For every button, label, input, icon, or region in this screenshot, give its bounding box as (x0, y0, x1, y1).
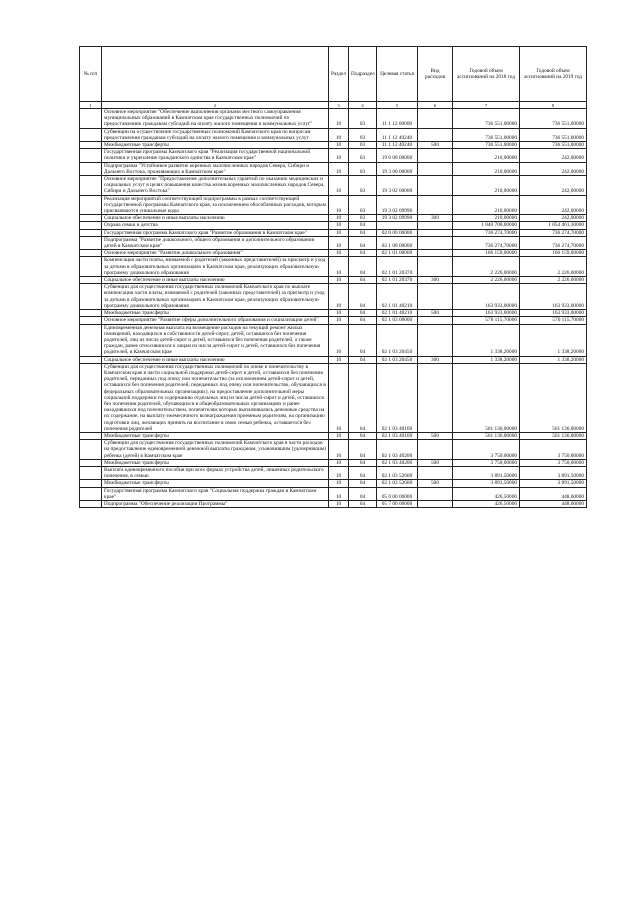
cell-target: 02 1 03 40160 (377, 432, 418, 439)
cell-vr (418, 236, 453, 249)
cell-y2019: 242,00000 (520, 195, 587, 215)
cell-y2018: 426,50000 (453, 487, 520, 500)
cell-y2018: 210,00000 (453, 215, 520, 222)
cell-y2019: 561 136,00000 (520, 363, 587, 432)
cell-y2019: 736 551,00000 (520, 128, 587, 141)
cell-num (80, 284, 102, 310)
cell-num (80, 500, 102, 507)
col-number: 5 (377, 102, 418, 109)
cell-vr: 500 (418, 432, 453, 439)
cell-sec: 10 (329, 109, 349, 129)
cell-name: Межбюджетные трансферты (102, 432, 329, 439)
cell-sub: 03 (349, 162, 377, 175)
table-row (80, 440, 587, 460)
header-section: Раздел (329, 47, 349, 102)
cell-vr (418, 324, 453, 356)
cell-target: 02 1 01 40210 (377, 310, 418, 317)
cell-y2019: 2 226,00000 (520, 277, 587, 284)
cell-sub: 04 (349, 324, 377, 356)
cell-sec: 10 (329, 250, 349, 257)
cell-sub: 04 (349, 222, 377, 229)
cell-y2019: 3 891,50000 (520, 466, 587, 479)
cell-y2018: 163 933,00000 (453, 310, 520, 317)
cell-y2019: 736 274,70000 (520, 229, 587, 236)
cell-y2019: 1 338,20000 (520, 356, 587, 363)
cell-vr (418, 109, 453, 129)
cell-name: Основное мероприятие "Предоставление дополнительных гарантий по оказанию медицинских и социальных услуг в целях повышения качества жизни коренных малочисленных народов Севера, Сибири и Дальнего Востока" (102, 176, 329, 196)
table-body (80, 109, 587, 508)
cell-y2018: 210,00000 (453, 162, 520, 175)
cell-target: 19 3 02 09990 (377, 215, 418, 222)
cell-y2019: 163 933,00000 (520, 284, 587, 310)
cell-sec: 10 (329, 432, 349, 439)
cell-vr (418, 317, 453, 324)
table-row (80, 149, 587, 162)
cell-sec: 10 (329, 149, 349, 162)
cell-sub: 04 (349, 459, 377, 466)
table-row (80, 317, 587, 324)
cell-name: Выплата единовременного пособия при всех формах устройства детей, лишенных родительского попечения, в семью (102, 466, 329, 479)
table-row (80, 324, 587, 356)
cell-target: 02 1 01 40210 (377, 284, 418, 310)
cell-num (80, 250, 102, 257)
cell-num (80, 128, 102, 141)
cell-name: Субвенции для осуществления государственных полномочий Камчатского края по выплате компенсации части платы, взимаемой с родителей (законных представителей) за присмотр и уход за детьми в образовательных организациях в Камчатском крае, реализующих образовательную программу дошкольного образования (102, 284, 329, 310)
cell-name: Охрана семьи и детства (102, 222, 329, 229)
header-num: № п/п (80, 47, 102, 102)
table-row (80, 459, 587, 466)
col-number: 7 (453, 102, 520, 109)
cell-vr (418, 487, 453, 500)
cell-target (377, 222, 418, 229)
cell-sub: 03 (349, 142, 377, 149)
cell-sub: 04 (349, 356, 377, 363)
cell-y2018: 736 551,00000 (453, 142, 520, 149)
cell-sub: 04 (349, 236, 377, 249)
cell-vr (418, 162, 453, 175)
cell-vr (418, 363, 453, 432)
cell-y2018: 210,00000 (453, 176, 520, 196)
cell-name: Социальное обеспечение и иные выплаты населению (102, 215, 329, 222)
table-row (80, 432, 587, 439)
cell-num (80, 215, 102, 222)
budget-table (79, 46, 587, 508)
table-row (80, 356, 587, 363)
cell-sub: 03 (349, 128, 377, 141)
cell-name: Субвенции для осуществления государственных полномочий Камчатского края в части расходов на предоставление единовременной денежной выплаты гражданам, усыновившим (удочерившим) ребенка (детей) в Камчатском крае (102, 440, 329, 460)
table-row (80, 500, 587, 507)
cell-name: Подпрограмма "Развитие дошкольного, общего образования и дополнительного образования детей в Камчатском крае" (102, 236, 329, 249)
table-row (80, 162, 587, 175)
cell-y2018: 561 136,00000 (453, 432, 520, 439)
header-target: Целевая статья (377, 47, 418, 102)
cell-name: Социальное обеспечение и иные выплаты населению (102, 277, 329, 284)
table-row (80, 363, 587, 432)
table-row (80, 466, 587, 479)
header-subsection: Подраздел (349, 47, 377, 102)
cell-vr (418, 149, 453, 162)
cell-name: Социальное обеспечение и иные выплаты населению (102, 356, 329, 363)
cell-sub: 04 (349, 363, 377, 432)
cell-sec: 10 (329, 284, 349, 310)
cell-vr (418, 500, 453, 507)
cell-y2018: 561 136,00000 (453, 363, 520, 432)
cell-sub: 03 (349, 195, 377, 215)
cell-vr: 500 (418, 310, 453, 317)
cell-num (80, 109, 102, 129)
cell-y2018: 736 551,00000 (453, 128, 520, 141)
cell-y2019: 3 750,00000 (520, 440, 587, 460)
cell-y2019: 1 338,20000 (520, 324, 587, 356)
cell-num (80, 440, 102, 460)
table-row (80, 109, 587, 129)
table-row (80, 142, 587, 149)
cell-sec: 10 (329, 480, 349, 487)
cell-num (80, 356, 102, 363)
cell-y2018: 163 933,00000 (453, 284, 520, 310)
cell-target: 11 1 12 00000 (377, 109, 418, 129)
cell-y2018: 1 040 708,00000 (453, 222, 520, 229)
cell-sub: 04 (349, 487, 377, 500)
cell-target: 02 1 03 40200 (377, 459, 418, 466)
budget-sheet (79, 46, 587, 508)
cell-sec: 10 (329, 317, 349, 324)
cell-target: 19 0 00 00000 (377, 149, 418, 162)
cell-vr (418, 128, 453, 141)
cell-target: 02 1 03 52600 (377, 480, 418, 487)
cell-name: Межбюджетные трансферты (102, 459, 329, 466)
cell-num (80, 236, 102, 249)
cell-sec: 10 (329, 229, 349, 236)
table-row (80, 277, 587, 284)
cell-target: 02 1 01 20370 (377, 277, 418, 284)
cell-sec: 10 (329, 310, 349, 317)
cell-name: Основное мероприятие "Обеспечение выполнения органами местного самоуправления муниципальных образований в Камчатском крае государственных полномочий по предоставлению гражданам субсидий на оплату жилого помещения и коммунальных услуг" (102, 109, 329, 129)
cell-sec: 10 (329, 277, 349, 284)
table-row (80, 215, 587, 222)
cell-name: Государственная программа Камчатского края "Развитие образования в Камчатском крае" (102, 229, 329, 236)
table-row (80, 128, 587, 141)
cell-y2018: 3 891,50000 (453, 466, 520, 479)
cell-target: 11 1 12 40240 (377, 142, 418, 149)
cell-y2018: 1 338,20000 (453, 324, 520, 356)
cell-vr (418, 229, 453, 236)
cell-y2019: 448,60000 (520, 487, 587, 500)
cell-num (80, 363, 102, 432)
column-numbers-row (80, 102, 587, 109)
table-row (80, 250, 587, 257)
cell-sub: 04 (349, 500, 377, 507)
cell-sub: 04 (349, 257, 377, 277)
cell-target: 05 7 00 00000 (377, 500, 418, 507)
col-number: 1 (80, 102, 102, 109)
cell-y2018: 426,50000 (453, 500, 520, 507)
cell-target: 02 1 03 40160 (377, 363, 418, 432)
cell-y2019: 570 115,70000 (520, 317, 587, 324)
cell-sec: 10 (329, 128, 349, 141)
cell-name: Единовременная денежная выплата на возмещение расходов на текущий ремонт жилых помещений, находящихся в собственности детей-сирот, детей, оставшихся без попечения родителей, лиц из числа детей-сирот и детей, оставшихся без попечения родителей, а также граждан, ранее относившихся к лицам из числа детей-сирот и детей, оставшихся без попечения родителей, в Камчатском крае (102, 324, 329, 356)
table-row (80, 487, 587, 500)
cell-sec: 10 (329, 195, 349, 215)
cell-vr (418, 257, 453, 277)
cell-vr (418, 284, 453, 310)
cell-num (80, 222, 102, 229)
cell-target: 02 1 03 40200 (377, 440, 418, 460)
table-row (80, 257, 587, 277)
cell-sec: 10 (329, 459, 349, 466)
cell-y2019: 736 551,00000 (520, 142, 587, 149)
cell-name: Компенсация части платы, взимаемой с родителей (законных представителей) за присмотр и уход за детьми в образовательных организациях в Камчатском крае, реализующих образовательную программу дошкольного образования (102, 257, 329, 277)
cell-num (80, 480, 102, 487)
cell-vr: 500 (418, 459, 453, 466)
cell-vr (418, 440, 453, 460)
cell-sec: 10 (329, 440, 349, 460)
cell-vr: 300 (418, 356, 453, 363)
cell-y2019: 2 226,00000 (520, 257, 587, 277)
cell-num (80, 195, 102, 215)
cell-sub: 04 (349, 277, 377, 284)
cell-name: Государственная программа Камчатского края "Реализация государственной национальной политики и укрепление гражданского единства в Камчатском крае" (102, 149, 329, 162)
cell-y2018: 210,00000 (453, 195, 520, 215)
cell-y2019: 242,00000 (520, 162, 587, 175)
cell-y2018: 736 274,70000 (453, 236, 520, 249)
cell-y2019: 448,60000 (520, 500, 587, 507)
cell-name: Подпрограмма "Устойчивое развитие коренных малочисленных народов Севера, Сибири и Дальнего Востока, проживающих в Камчатском крае" (102, 162, 329, 175)
cell-target: 19 3 00 00000 (377, 162, 418, 175)
table-row (80, 236, 587, 249)
cell-num (80, 459, 102, 466)
header-exptype: Вид расходов (418, 47, 453, 102)
cell-target: 02 1 03 00000 (377, 317, 418, 324)
cell-y2019: 242,00000 (520, 176, 587, 196)
cell-y2018: 2 226,00000 (453, 277, 520, 284)
cell-num (80, 432, 102, 439)
col-number: 6 (418, 102, 453, 109)
header-row (80, 47, 587, 102)
cell-num (80, 162, 102, 175)
table-row (80, 229, 587, 236)
cell-y2018: 3 891,50000 (453, 480, 520, 487)
cell-sec: 10 (329, 215, 349, 222)
cell-sub: 04 (349, 284, 377, 310)
table-row (80, 480, 587, 487)
cell-sec: 10 (329, 236, 349, 249)
cell-target: 02 1 03 52600 (377, 466, 418, 479)
cell-name: Межбюджетные трансферты (102, 310, 329, 317)
cell-vr: 300 (418, 277, 453, 284)
cell-y2018: 166 159,00000 (453, 250, 520, 257)
cell-y2018: 3 750,00000 (453, 459, 520, 466)
cell-target: 02 0 00 00000 (377, 229, 418, 236)
cell-sub: 04 (349, 466, 377, 479)
cell-sec: 10 (329, 363, 349, 432)
cell-num (80, 466, 102, 479)
cell-num (80, 310, 102, 317)
table-row (80, 310, 587, 317)
col-number: 8 (520, 102, 587, 109)
cell-sub: 04 (349, 310, 377, 317)
cell-sec: 10 (329, 142, 349, 149)
cell-y2019: 736 274,70000 (520, 236, 587, 249)
cell-target: 02 1 03 20450 (377, 324, 418, 356)
cell-target: 02 1 00 00000 (377, 236, 418, 249)
cell-sub: 04 (349, 250, 377, 257)
cell-vr: 300 (418, 215, 453, 222)
cell-name: Основное мероприятие "Развитие сферы дополнительного образования и социализации детей" (102, 317, 329, 324)
cell-vr: 500 (418, 142, 453, 149)
cell-name: Реализация мероприятий соответствующей подпрограммы в рамках соответствующей государственной программы Камчатского края, за исключением обособленных расходов, которым присваиваются уникальные коды (102, 195, 329, 215)
cell-vr (418, 250, 453, 257)
cell-sec: 10 (329, 176, 349, 196)
cell-num (80, 176, 102, 196)
cell-y2019: 166 159,00000 (520, 250, 587, 257)
cell-num (80, 324, 102, 356)
cell-num (80, 257, 102, 277)
col-number: 2 (102, 102, 329, 109)
cell-sub: 04 (349, 317, 377, 324)
cell-y2018: 2 226,00000 (453, 257, 520, 277)
cell-sub: 04 (349, 229, 377, 236)
table-row (80, 222, 587, 229)
cell-vr (418, 222, 453, 229)
cell-vr (418, 466, 453, 479)
cell-sub: 03 (349, 176, 377, 196)
cell-y2018: 3 750,00000 (453, 440, 520, 460)
header-2018: Годовой объем ассигнований на 2018 год (453, 47, 520, 102)
cell-name: Основное мероприятие "Развитие дошкольного образования" (102, 250, 329, 257)
cell-name: Межбюджетные трансферты (102, 142, 329, 149)
cell-y2019: 242,00000 (520, 149, 587, 162)
cell-target: 19 3 02 09990 (377, 195, 418, 215)
cell-name: Субвенции для осуществления государственных полномочий по опеке и попечительству в Камчатском крае в части социальной поддержки детей-сирот и детей, оставшихся без попечения родителей, переданных под опеку или попечительство (за исключением детей-сирот и детей, оставшихся без попечения родителей, переданных под опеку или попечительство, обучающихся в федеральных образовательных организациях), на предоставление дополнительной меры социальной поддержки по содержанию отдельных лиц из числа детей-сирот и детей, оставшихся без попечения родителей, обучающихся в общеобразовательных организациях и ранее находившихся под попечительством, попечителям которых выплачивались денежные средства на их содержание, на выплату ежемесячного вознаграждения приемным родителям, на организацию подготовки лиц, желающих принять на воспитание в свою семью ребенка, оставшегося без попечения родителей (102, 363, 329, 432)
cell-y2019: 3 891,50000 (520, 480, 587, 487)
cell-y2019: 242,00000 (520, 215, 587, 222)
cell-sec: 10 (329, 324, 349, 356)
cell-y2019: 736 551,00000 (520, 109, 587, 129)
cell-name: Подпрограмма "Обеспечение реализации Программы" (102, 500, 329, 507)
cell-vr (418, 176, 453, 196)
header-name (102, 47, 329, 102)
cell-name: Государственная программа Камчатского края "Социальная поддержка граждан в Камчатском крае" (102, 487, 329, 500)
cell-y2019: 3 750,00000 (520, 459, 587, 466)
cell-vr (418, 195, 453, 215)
cell-target: 19 3 02 00000 (377, 176, 418, 196)
cell-sec: 10 (329, 466, 349, 479)
cell-y2018: 210,00000 (453, 149, 520, 162)
cell-sub: 03 (349, 149, 377, 162)
cell-sub: 03 (349, 109, 377, 129)
cell-sub: 04 (349, 432, 377, 439)
cell-sec: 10 (329, 356, 349, 363)
cell-target: 02 1 01 00000 (377, 250, 418, 257)
table-row (80, 284, 587, 310)
cell-num (80, 229, 102, 236)
col-number: 3 (329, 102, 349, 109)
cell-sec: 10 (329, 162, 349, 175)
cell-target: 11 1 12 40240 (377, 128, 418, 141)
cell-sec: 10 (329, 487, 349, 500)
cell-target: 02 1 01 20370 (377, 257, 418, 277)
cell-sub: 03 (349, 215, 377, 222)
header-2019: Годовой объем ассигнований на 2019 год (520, 47, 587, 102)
cell-name: Субвенции на осуществление государственных полномочий Камчатского края по вопросам предоставления гражданам субсидий на оплату жилого помещения и коммунальных услуг (102, 128, 329, 141)
cell-target: 05 0 00 00000 (377, 487, 418, 500)
cell-y2018: 736 274,70000 (453, 229, 520, 236)
cell-sec: 10 (329, 222, 349, 229)
cell-num (80, 277, 102, 284)
cell-y2019: 163 933,00000 (520, 310, 587, 317)
cell-num (80, 487, 102, 500)
table-row (80, 176, 587, 196)
cell-y2019: 1 054 461,30000 (520, 222, 587, 229)
cell-sec: 10 (329, 500, 349, 507)
col-number: 4 (349, 102, 377, 109)
cell-vr: 500 (418, 480, 453, 487)
cell-num (80, 149, 102, 162)
table-row (80, 195, 587, 215)
cell-y2019: 561 136,00000 (520, 432, 587, 439)
cell-y2018: 1 338,20000 (453, 356, 520, 363)
cell-num (80, 142, 102, 149)
cell-y2018: 570 115,70000 (453, 317, 520, 324)
cell-num (80, 317, 102, 324)
cell-sub: 04 (349, 440, 377, 460)
cell-y2018: 736 551,00000 (453, 109, 520, 129)
cell-name: Межбюджетные трансферты (102, 480, 329, 487)
cell-sub: 04 (349, 480, 377, 487)
cell-sec: 10 (329, 257, 349, 277)
cell-target: 02 1 03 20450 (377, 356, 418, 363)
